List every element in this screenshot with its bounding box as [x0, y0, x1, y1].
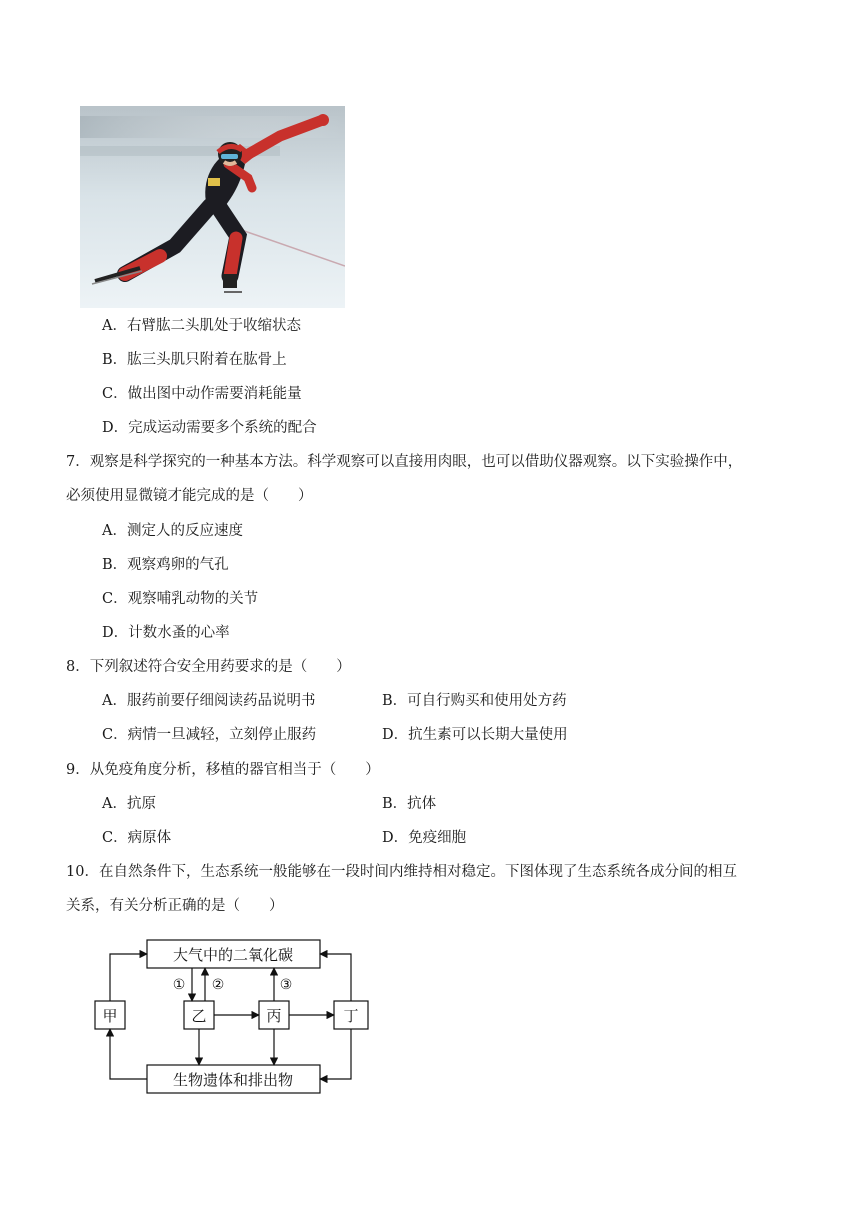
q7-option-b: B．观察鸡卵的气孔 — [102, 557, 229, 573]
arrow-label-2: ② — [211, 977, 225, 993]
q7-stem-line1: 7．观察是科学探究的一种基本方法。科学观察可以直接用肉眼，也可以借助仪器观察。以下实验操作中， — [66, 454, 743, 470]
q9-option-c: C．病原体 — [102, 830, 172, 846]
q7-option-a: A．测定人的反应速度 — [102, 523, 243, 539]
q8-option-a: A．服药前要仔细阅读药品说明书 — [102, 693, 316, 709]
prev-option-a: A．右臂肱二头肌处于收缩状态 — [102, 318, 301, 334]
remains-label: 生物遗体和排出物 — [172, 1071, 294, 1089]
arrow-label-1: ① — [172, 977, 186, 993]
prev-option-b: B．肱三头肌只附着在肱骨上 — [102, 352, 287, 368]
q9-stem: 9．从免疫角度分析，移植的器官相当于（ ） — [66, 762, 380, 778]
yi-label: 乙 — [191, 1007, 207, 1025]
q7-stem-line2: 必须使用显微镜才能完成的是（ ） — [66, 488, 313, 504]
q7-option-d: D．计数水蚤的心率 — [102, 625, 230, 641]
q9-option-a: A．抗原 — [102, 796, 156, 812]
q8-option-b: B．可自行购买和使用处方药 — [382, 693, 567, 709]
prev-option-c: C．做出图中动作需要消耗能量 — [102, 386, 302, 402]
q8-option-c: C．病情一旦减轻，立刻停止服药 — [102, 727, 317, 743]
speed-skater-photo — [80, 106, 345, 308]
atmosphere-co2-label: 大气中的二氧化碳 — [172, 946, 294, 964]
ding-label: 丁 — [343, 1007, 359, 1025]
jia-label: 甲 — [102, 1007, 118, 1025]
q10-stem-line2: 关系，有关分析正确的是（ ） — [66, 898, 284, 914]
q8-stem: 8．下列叙述符合安全用药要求的是（ ） — [66, 659, 351, 675]
q7-option-c: C．观察哺乳动物的关节 — [102, 591, 259, 607]
arrow-label-3: ③ — [279, 977, 293, 993]
ecosystem-diagram — [92, 935, 382, 1095]
q10-stem-line1: 10．在自然条件下，生态系统一般能够在一段时间内维持相对稳定。下图体现了生态系统各成分间的相互 — [66, 864, 737, 880]
q9-option-d: D．免疫细胞 — [382, 830, 467, 846]
q9-option-b: B．抗体 — [382, 796, 437, 812]
prev-option-d: D．完成运动需要多个系统的配合 — [102, 420, 317, 436]
bing-label: 丙 — [266, 1007, 282, 1025]
q8-option-d: D．抗生素可以长期大量使用 — [382, 727, 568, 743]
